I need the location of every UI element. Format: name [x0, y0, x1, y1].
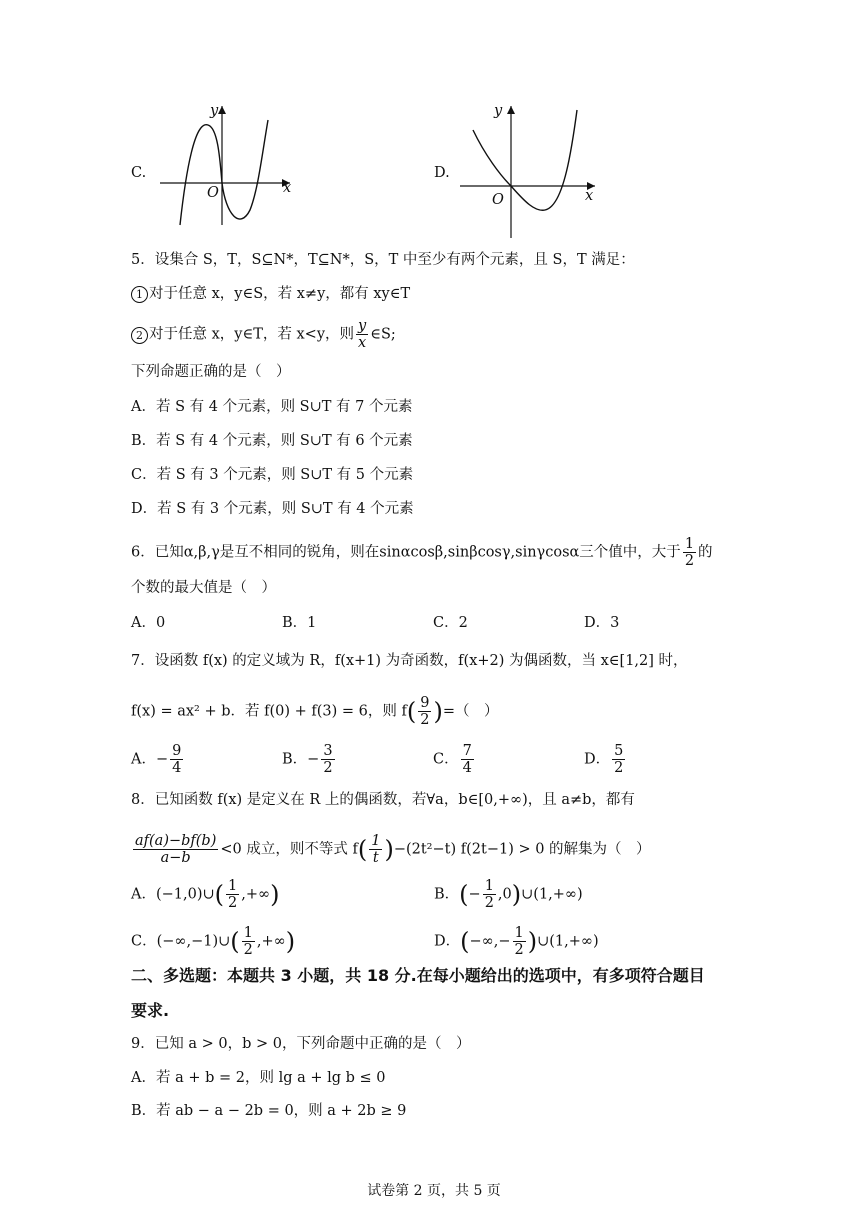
graph-d-origin: O — [492, 192, 504, 208]
q7-option-a: A．− $\frac{9}{4}$ — [131, 743, 182, 776]
q6-option-c: C．2 — [433, 615, 468, 631]
q7-option-c: C． $\frac{7}{4}$ — [433, 743, 472, 776]
q8-option-c: C．(−∞,−1)∪( $\frac{1}{2}$ ,+∞) — [131, 925, 296, 958]
page-footer: 试卷第 2 页，共 5 页 — [367, 1183, 501, 1199]
q5-condition-1: 1 对于任意 x，y∈S，若 x≠y，都有 xy∈T — [131, 284, 410, 304]
q5-option-a: A．若 S 有 4 个元素，则 S∪T 有 7 个元素 — [131, 399, 413, 415]
section-2-heading: 二、多选题：本题共 3 小题，共 18 分.在每小题给出的选项中，有多项符合题目 — [131, 966, 705, 985]
q5-option-c: C．若 S 有 3 个元素，则 S∪T 有 5 个元素 — [131, 467, 414, 483]
q6-option-b: B．1 — [282, 615, 317, 631]
q5-option-b: B．若 S 有 4 个元素，则 S∪T 有 6 个元素 — [131, 433, 413, 449]
q6-option-a: A．0 — [131, 615, 166, 631]
q5-prompt: 下列命题正确的是（ ） — [131, 364, 291, 380]
graph-d-y-label: y — [494, 103, 503, 119]
q5-condition-2: 2 对于任意 x，y∈T，若 x<y，则 $\frac{y}{x}$ ∈S; — [131, 318, 396, 351]
q9-option-b: B．若 ab − a − 2b = 0，则 a + 2b ≥ 9 — [131, 1103, 407, 1119]
q8-stem: 8．已知函数 f(x) 是定义在 R 上的偶函数，若∀a，b∈[0,+∞)，且 a≠b，都有 — [131, 792, 635, 808]
q5-stem: 5．设集合 S，T，S⊆N*，T⊆N*，S，T 中至少有两个元素，且 S，T 满足： — [131, 252, 635, 268]
q8-option-b: B．(− $\frac{1}{2}$ ,0)∪(1,+∞) — [434, 878, 583, 911]
graph-d — [455, 100, 605, 240]
graph-c — [150, 100, 300, 230]
q6-option-d: D．3 — [584, 615, 620, 631]
graph-d-x-label: x — [585, 188, 594, 204]
q9-option-a: A．若 a + b = 2，则 lg a + lg b ≤ 0 — [131, 1070, 386, 1086]
q7-stem-line2: f(x) = ax² + b．若 f(0) + f(3) = 6，则 f( $\frac{9}{2}$ )=（ ） — [131, 695, 499, 728]
q7-option-d: D． $\frac{5}{2}$ — [584, 743, 624, 776]
circled-number-1: 1 — [131, 286, 148, 303]
option-c-label: C. — [131, 165, 147, 181]
option-d-label: D. — [434, 165, 450, 181]
graph-c-x-label: x — [283, 180, 292, 196]
q5-option-d: D．若 S 有 3 个元素，则 S∪T 有 4 个元素 — [131, 501, 414, 517]
q6-stem-line2: 个数的最大值是（ ） — [131, 580, 276, 596]
q6-stem: 6．已知α,β,γ是互不相同的锐角，则在sinαcosβ,sinβcosγ,sinγcosα三个值中，大于 $\frac{1}{2}$ 的 — [131, 536, 713, 569]
q9-stem: 9．已知 a > 0，b > 0，下列命题中正确的是（ ） — [131, 1036, 471, 1052]
q7-stem: 7．设函数 f(x) 的定义域为 R，f(x+1) 为奇函数，f(x+2) 为偶函数，当 x∈[1,2] 时， — [131, 653, 688, 669]
section-2-heading-line2: 要求. — [131, 1001, 170, 1020]
q8-stem-line2: $\frac{af(a)-bf(b)}{a-b}$ <0 成立，则不等式 f( $\frac{1}{t}$ )−(2t²−t) f(2t−1) > 0 的解集为（ ） — [135, 833, 651, 866]
q7-option-b: B．− $\frac{3}{2}$ — [282, 743, 333, 776]
q8-option-a: A．(−1,0)∪( $\frac{1}{2}$ ,+∞) — [131, 878, 280, 911]
graph-c-origin: O — [207, 185, 219, 201]
graph-c-y-label: y — [210, 103, 219, 119]
circled-number-2: 2 — [131, 327, 148, 344]
q8-option-d: D．(−∞,− $\frac{1}{2}$ )∪(1,+∞) — [434, 925, 599, 958]
